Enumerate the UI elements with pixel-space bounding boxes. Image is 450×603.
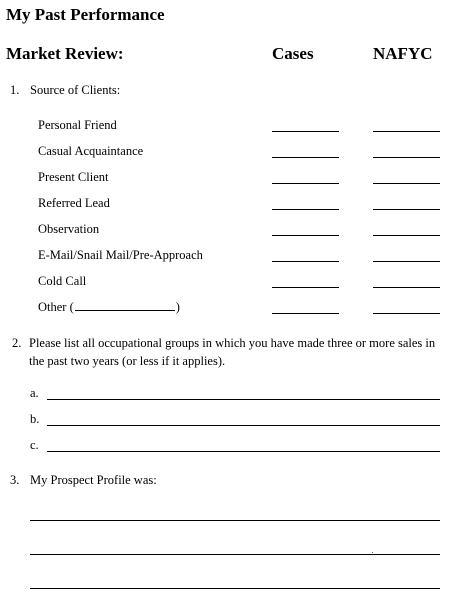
cases-blank-cold-call[interactable] bbox=[272, 287, 339, 288]
nafyc-blank-casual-acquaintance[interactable] bbox=[373, 157, 440, 158]
question-3-number: 3. bbox=[10, 473, 20, 487]
source-observation: Observation bbox=[38, 222, 100, 236]
cases-blank-referred-lead[interactable] bbox=[272, 209, 339, 210]
nafyc-blank-other[interactable] bbox=[373, 313, 440, 314]
occupation-line-a[interactable] bbox=[47, 399, 440, 400]
source-other bbox=[38, 300, 180, 315]
prospect-profile-line-2[interactable] bbox=[30, 554, 440, 555]
question-2-number: 2. bbox=[12, 336, 22, 350]
source-cold-call: Cold Call bbox=[38, 274, 87, 288]
source-other-blank[interactable] bbox=[75, 300, 175, 311]
question-3-text: My Prospect Profile was: bbox=[30, 473, 157, 487]
occupation-label-c: c. bbox=[30, 438, 39, 452]
occupation-label-b: b. bbox=[30, 412, 40, 426]
cases-blank-other[interactable] bbox=[272, 313, 339, 314]
cases-blank-present-client[interactable] bbox=[272, 183, 339, 184]
source-other-label: Other ( bbox=[38, 300, 74, 314]
question-1-text: Source of Clients: bbox=[30, 83, 121, 97]
nafyc-blank-email-mail-preapproach[interactable] bbox=[373, 261, 440, 262]
question-2-text: Please list all occupational groups in which you have made three or more sales in the past two years (or less if it applies). bbox=[29, 336, 436, 368]
page-title: My Past Performance bbox=[6, 5, 165, 24]
source-casual-acquaintance: Casual Acquaintance bbox=[38, 144, 144, 158]
cases-blank-observation[interactable] bbox=[272, 235, 339, 236]
cases-blank-email-mail-preapproach[interactable] bbox=[272, 261, 339, 262]
prospect-profile-line-1[interactable] bbox=[30, 520, 440, 521]
occupation-line-c[interactable] bbox=[47, 451, 440, 452]
source-personal-friend: Personal Friend bbox=[38, 118, 117, 132]
source-present-client: Present Client bbox=[38, 170, 109, 184]
section-heading: Market Review: bbox=[6, 44, 124, 63]
nafyc-blank-referred-lead[interactable] bbox=[373, 209, 440, 210]
source-email-mail-preapproach: E-Mail/Snail Mail/Pre-Approach bbox=[38, 248, 203, 262]
occupation-label-a: a. bbox=[30, 386, 39, 400]
nafyc-blank-observation[interactable] bbox=[373, 235, 440, 236]
column-header-nafyc: NAFYC bbox=[373, 44, 433, 63]
source-other-close: ) bbox=[175, 300, 180, 314]
nafyc-blank-present-client[interactable] bbox=[373, 183, 440, 184]
source-referred-lead: Referred Lead bbox=[38, 196, 110, 210]
prospect-profile-line-3[interactable] bbox=[30, 588, 440, 589]
occupation-line-b[interactable] bbox=[47, 425, 440, 426]
question-2 bbox=[12, 334, 442, 370]
nafyc-blank-personal-friend[interactable] bbox=[373, 131, 440, 132]
cases-blank-casual-acquaintance[interactable] bbox=[272, 157, 339, 158]
cases-blank-personal-friend[interactable] bbox=[272, 131, 339, 132]
column-header-cases: Cases bbox=[272, 44, 314, 63]
stray-dot-mark bbox=[372, 552, 373, 553]
question-1-number: 1. bbox=[10, 83, 20, 97]
nafyc-blank-cold-call[interactable] bbox=[373, 287, 440, 288]
